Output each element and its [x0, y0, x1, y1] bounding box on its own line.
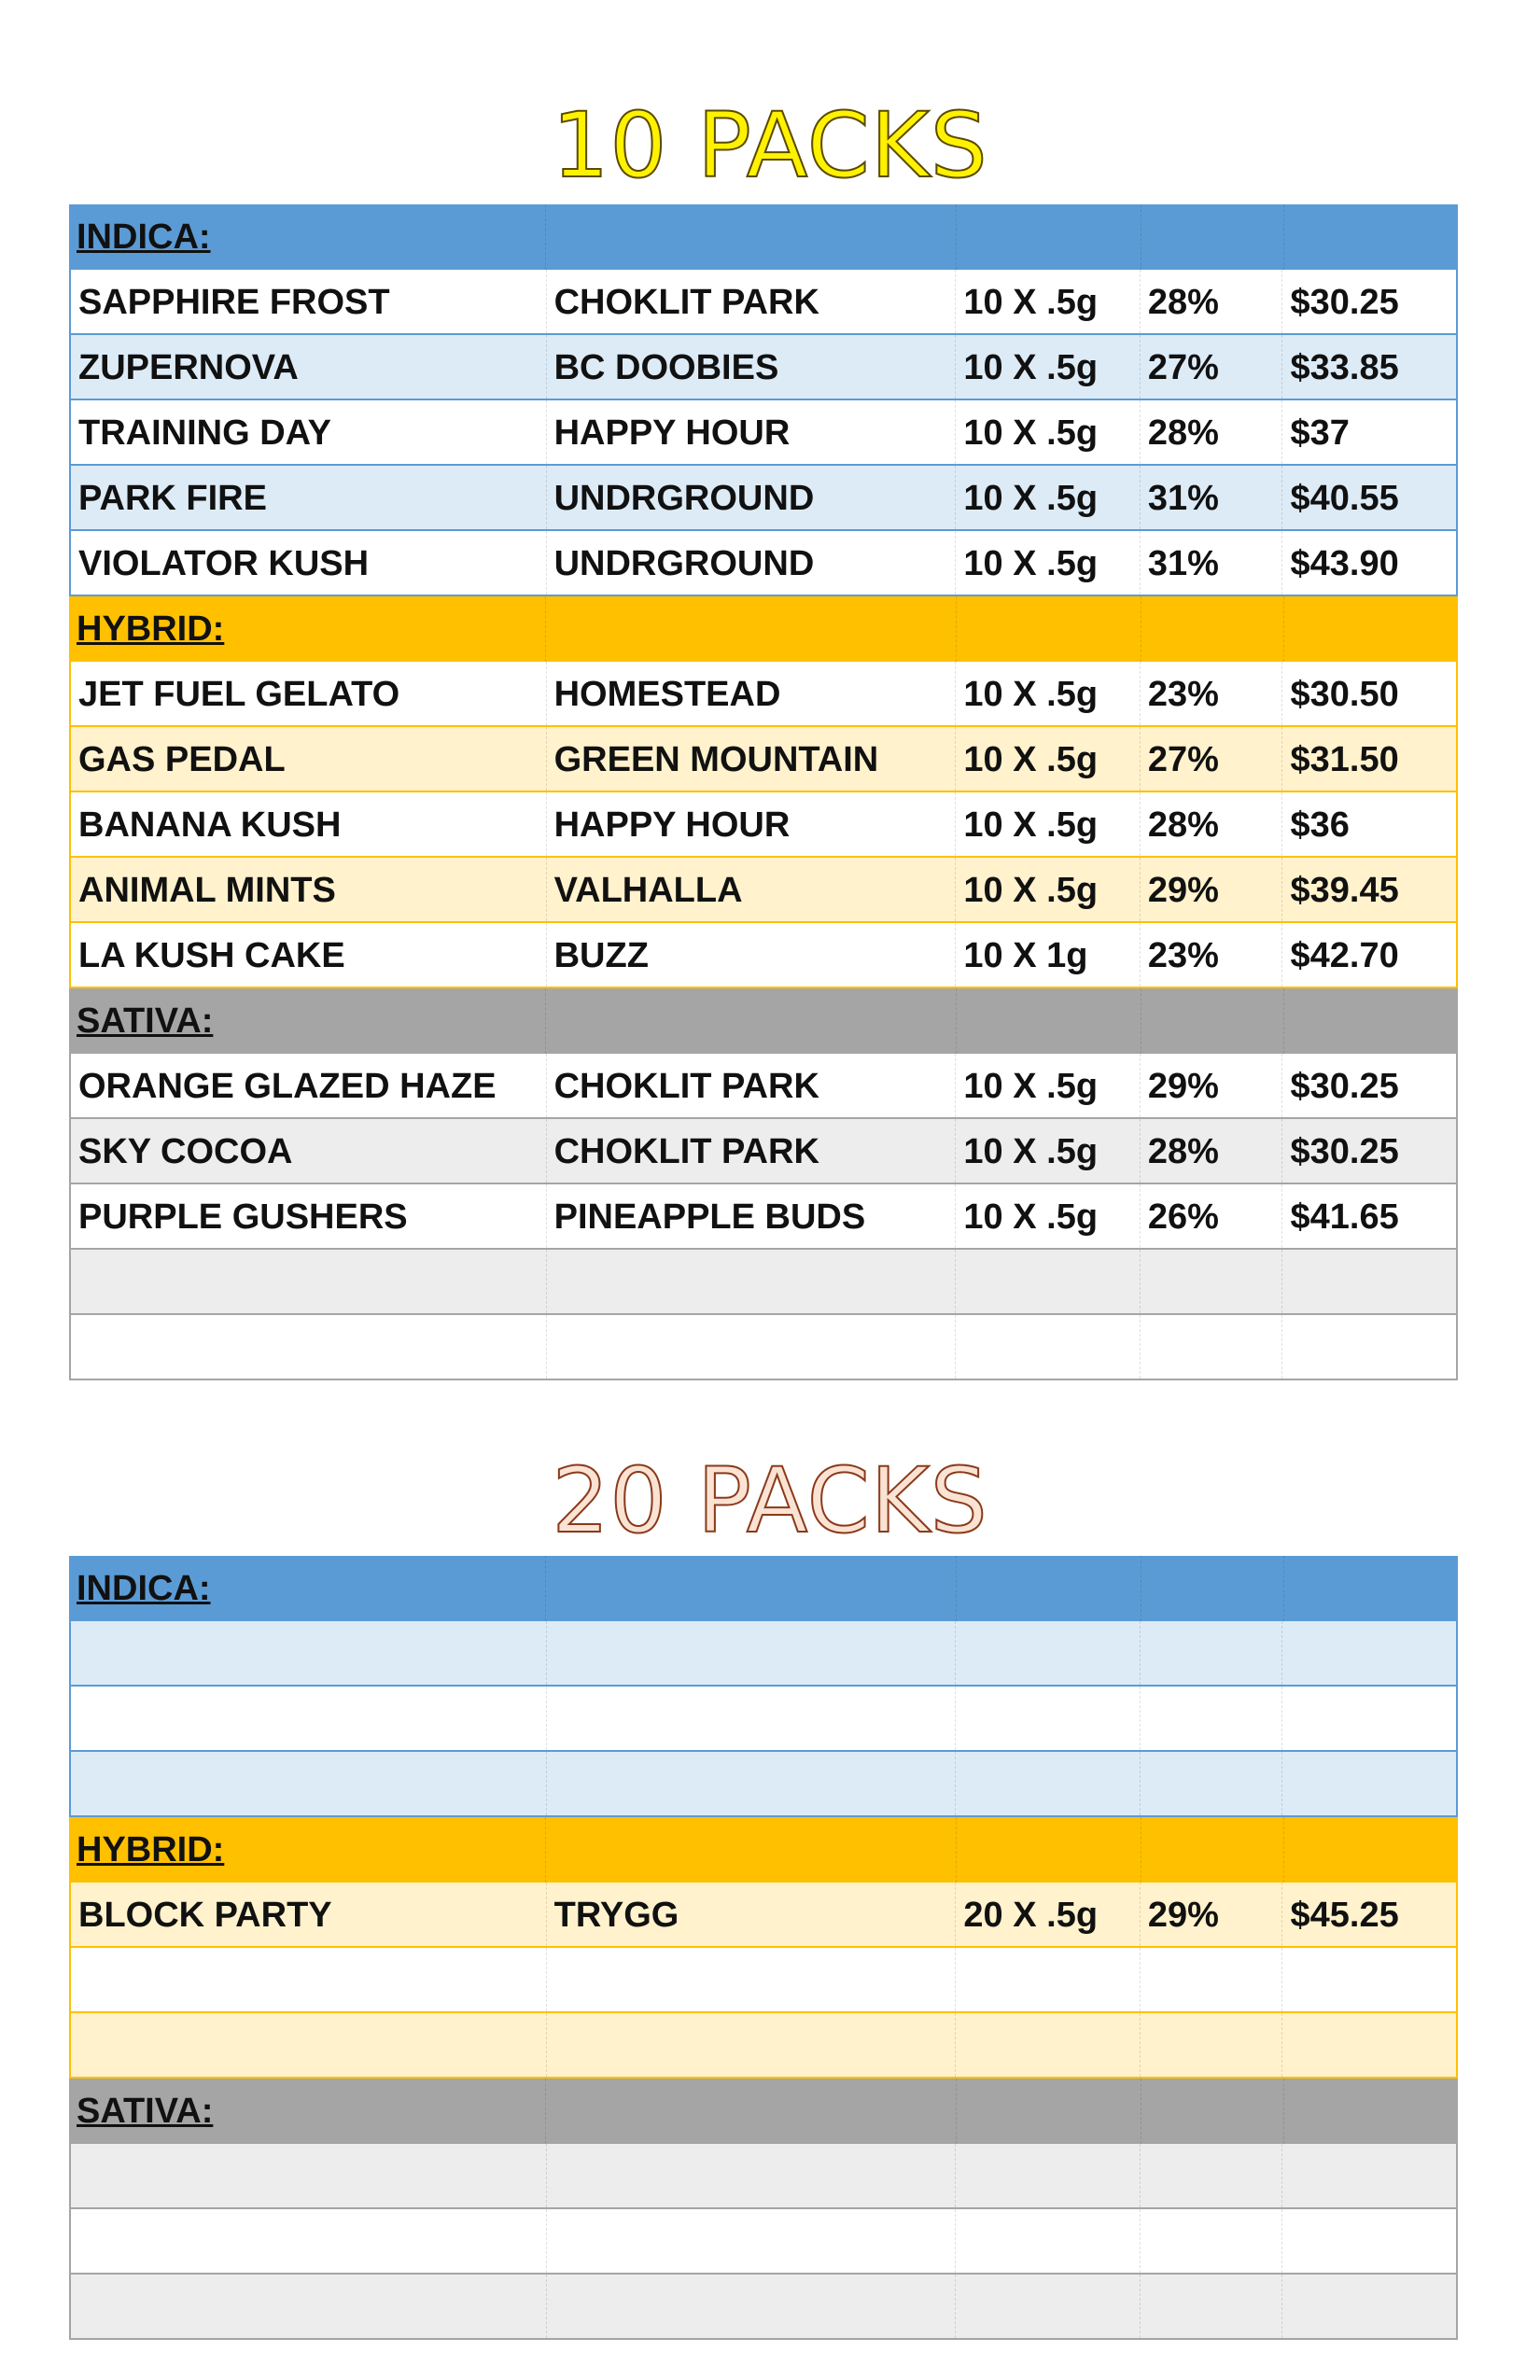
table-row — [69, 270, 1458, 335]
pack-size: 10 X .5g — [955, 531, 1139, 595]
thc-percent — [1140, 1752, 1282, 1815]
category-label: INDICA: — [77, 1569, 211, 1608]
price: $40.55 — [1281, 466, 1456, 529]
pack-size: 10 X .5g — [955, 270, 1139, 333]
pack-size: 10 X .5g — [955, 1184, 1139, 1248]
strain-name: BANANA KUSH — [78, 805, 342, 845]
indica-header-row — [69, 1556, 1458, 1621]
strain-name: PURPLE GUSHERS — [78, 1197, 408, 1237]
pack-size — [955, 1948, 1139, 2011]
brand-name — [546, 1250, 956, 1313]
strain-name — [71, 1315, 546, 1379]
pack-size: 10 X .5g — [955, 400, 1139, 464]
strain-name: ANIMAL MINTS — [78, 871, 336, 910]
table-row — [69, 1250, 1458, 1315]
price — [1281, 2144, 1456, 2207]
category-label: HYBRID: — [77, 609, 225, 649]
table-row — [69, 727, 1458, 792]
table-row — [69, 792, 1458, 858]
strain-name: GAS PEDAL — [78, 740, 286, 779]
strain-name — [71, 1250, 546, 1313]
brand-name: TRYGG — [546, 1883, 956, 1946]
thc-percent: 28% — [1140, 792, 1282, 856]
price: $45.25 — [1281, 1883, 1456, 1946]
strain-name: BLOCK PARTY — [78, 1896, 332, 1935]
twenty-packs-table — [69, 1556, 1458, 2340]
price — [1281, 1315, 1456, 1379]
pack-size — [955, 1250, 1139, 1313]
brand-name: BC DOOBIES — [546, 335, 956, 399]
brand-name: GREEN MOUNTAIN — [546, 727, 956, 791]
strain-name — [71, 2209, 546, 2273]
indica-header-row — [69, 204, 1458, 270]
table-row — [69, 1687, 1458, 1752]
pack-size: 10 X .5g — [955, 662, 1139, 725]
strain-name — [71, 1948, 546, 2011]
price: $39.45 — [1281, 858, 1456, 921]
price — [1281, 2275, 1456, 2338]
price: $41.65 — [1281, 1184, 1456, 1248]
thc-percent — [1140, 1315, 1282, 1379]
thc-percent: 27% — [1140, 727, 1282, 791]
brand-name — [546, 2013, 956, 2077]
strain-name — [71, 1621, 546, 1685]
price: $30.25 — [1281, 1119, 1456, 1183]
price: $42.70 — [1281, 923, 1456, 987]
table-row — [69, 2013, 1458, 2079]
brand-name — [546, 1315, 956, 1379]
sativa-header-row — [69, 2079, 1458, 2144]
sativa-header-row — [69, 988, 1458, 1054]
thc-percent: 27% — [1140, 335, 1282, 399]
strain-name: ORANGE GLAZED HAZE — [78, 1067, 497, 1106]
brand-name — [546, 2275, 956, 2338]
thc-percent: 23% — [1140, 923, 1282, 987]
brand-name: PINEAPPLE BUDS — [546, 1184, 956, 1248]
thc-percent — [1140, 2144, 1282, 2207]
brand-name: VALHALLA — [546, 858, 956, 921]
brand-name: UNDRGROUND — [546, 466, 956, 529]
strain-name: SKY COCOA — [78, 1132, 293, 1171]
pack-size — [955, 2209, 1139, 2273]
pack-size: 10 X .5g — [955, 466, 1139, 529]
thc-percent: 29% — [1140, 1054, 1282, 1117]
table-row — [69, 1119, 1458, 1184]
thc-percent — [1140, 1948, 1282, 2011]
price: $36 — [1281, 792, 1456, 856]
thc-percent: 29% — [1140, 858, 1282, 921]
price: $31.50 — [1281, 727, 1456, 791]
pack-size: 20 X .5g — [955, 1883, 1139, 1946]
table-row — [69, 1184, 1458, 1250]
pack-size: 10 X .5g — [955, 1054, 1139, 1117]
strain-name — [71, 2013, 546, 2077]
strain-name: VIOLATOR KUSH — [78, 544, 370, 583]
category-label: SATIVA: — [77, 1001, 214, 1041]
table-row — [69, 1621, 1458, 1687]
thc-percent: 28% — [1140, 400, 1282, 464]
price: $30.25 — [1281, 1054, 1456, 1117]
pack-size — [955, 1315, 1139, 1379]
thc-percent — [1140, 1621, 1282, 1685]
brand-name: CHOKLIT PARK — [546, 1119, 956, 1183]
pack-size: 10 X .5g — [955, 335, 1139, 399]
pack-size — [955, 1752, 1139, 1815]
strain-name — [71, 1687, 546, 1750]
thc-percent: 29% — [1140, 1883, 1282, 1946]
table-row — [69, 531, 1458, 596]
pack-size: 10 X .5g — [955, 727, 1139, 791]
pack-size — [955, 2144, 1139, 2207]
pack-size: 10 X .5g — [955, 858, 1139, 921]
table-row — [69, 466, 1458, 531]
price — [1281, 2013, 1456, 2077]
strain-name — [71, 1752, 546, 1815]
table-row — [69, 400, 1458, 466]
price — [1281, 1621, 1456, 1685]
strain-name: SAPPHIRE FROST — [78, 283, 390, 322]
brand-name: HAPPY HOUR — [546, 400, 956, 464]
pack-size — [955, 2275, 1139, 2338]
thc-percent — [1140, 2275, 1282, 2338]
table-row — [69, 2209, 1458, 2275]
brand-name — [546, 2144, 956, 2207]
table-row — [69, 858, 1458, 923]
table-row — [69, 2275, 1458, 2340]
pack-size: 10 X .5g — [955, 792, 1139, 856]
thc-percent: 23% — [1140, 662, 1282, 725]
thc-percent: 28% — [1140, 1119, 1282, 1183]
strain-name — [71, 2144, 546, 2207]
price — [1281, 1250, 1456, 1313]
ten-packs-title: 10 PACKS — [552, 93, 988, 198]
strain-name: TRAINING DAY — [78, 413, 331, 453]
table-row — [69, 2144, 1458, 2209]
table-row — [69, 1315, 1458, 1380]
price — [1281, 2209, 1456, 2273]
thc-percent: 28% — [1140, 270, 1282, 333]
brand-name — [546, 1687, 956, 1750]
table-row — [69, 1883, 1458, 1948]
price: $33.85 — [1281, 335, 1456, 399]
strain-name — [71, 2275, 546, 2338]
brand-name — [546, 1752, 956, 1815]
brand-name — [546, 1621, 956, 1685]
price: $37 — [1281, 400, 1456, 464]
thc-percent: 26% — [1140, 1184, 1282, 1248]
category-label: INDICA: — [77, 217, 211, 257]
twenty-packs-title: 20 PACKS — [552, 1449, 988, 1553]
price: $30.50 — [1281, 662, 1456, 725]
brand-name: HAPPY HOUR — [546, 792, 956, 856]
thc-percent — [1140, 2013, 1282, 2077]
table-row — [69, 923, 1458, 988]
thc-percent — [1140, 1687, 1282, 1750]
price — [1281, 1687, 1456, 1750]
brand-name: CHOKLIT PARK — [546, 1054, 956, 1117]
pack-size: 10 X .5g — [955, 1119, 1139, 1183]
thc-percent — [1140, 1250, 1282, 1313]
price — [1281, 1948, 1456, 2011]
brand-name — [546, 1948, 956, 2011]
table-row — [69, 662, 1458, 727]
strain-name: PARK FIRE — [78, 479, 267, 518]
price — [1281, 1752, 1456, 1815]
category-label: SATIVA: — [77, 2092, 214, 2131]
hybrid-header-row — [69, 596, 1458, 662]
pack-size — [955, 2013, 1139, 2077]
pack-size — [955, 1621, 1139, 1685]
brand-name: UNDRGROUND — [546, 531, 956, 595]
strain-name: ZUPERNOVA — [78, 348, 299, 387]
brand-name: CHOKLIT PARK — [546, 270, 956, 333]
pack-size: 10 X 1g — [955, 923, 1139, 987]
price: $30.25 — [1281, 270, 1456, 333]
pack-size — [955, 1687, 1139, 1750]
thc-percent — [1140, 2209, 1282, 2273]
table-row — [69, 335, 1458, 400]
price: $43.90 — [1281, 531, 1456, 595]
hybrid-header-row — [69, 1817, 1458, 1883]
category-label: HYBRID: — [77, 1830, 225, 1869]
table-row — [69, 1948, 1458, 2013]
strain-name: JET FUEL GELATO — [78, 675, 400, 714]
thc-percent: 31% — [1140, 531, 1282, 595]
brand-name — [546, 2209, 956, 2273]
table-row — [69, 1054, 1458, 1119]
ten-packs-table — [69, 204, 1458, 1380]
strain-name: LA KUSH CAKE — [78, 936, 345, 975]
table-row — [69, 1752, 1458, 1817]
thc-percent: 31% — [1140, 466, 1282, 529]
brand-name: HOMESTEAD — [546, 662, 956, 725]
brand-name: BUZZ — [546, 923, 956, 987]
